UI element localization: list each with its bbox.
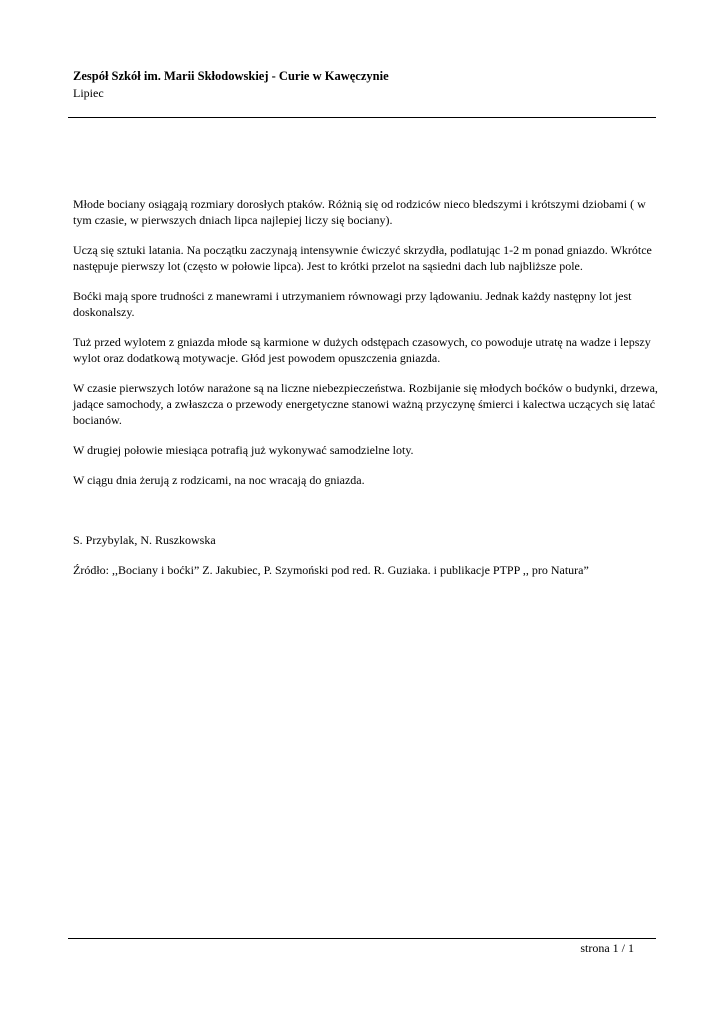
spacer xyxy=(73,502,658,532)
source-citation: Źródło: ,,Bociany i boćki” Z. Jakubiec, P. Szymoński pod red. R. Guziaka. i publikacje PTPP ,, pro Natura” xyxy=(73,563,589,577)
paragraph: Boćki mają spore trudności z manewrami i utrzymaniem równowagi przy lądowaniu. Jednak każdy następny lot jest doskonalszy. xyxy=(73,289,632,319)
school-name: Zespół Szkół im. Marii Skłodowskiej - Curie w Kawęczynie xyxy=(73,69,389,83)
paragraph: Uczą się sztuki latania. Na początku zaczynają intensywnie ćwiczyć skrzydła, podlatując 1-2 m ponad gniazdo. Wkrótce następuje pierwszy lot (często w połowie lipca). Jest to krótki przelot na sąsiedni dach lub najbliższe pole. xyxy=(73,243,652,273)
footer-divider xyxy=(68,938,656,939)
page-number: strona 1 / 1 xyxy=(580,941,634,955)
paragraph: W drugiej połowie miesiąca potrafią już wykonywać samodzielne loty. xyxy=(73,443,414,457)
paragraph: Tuż przed wylotem z gniazda młode są karmione w dużych odstępach czasowych, co powoduje utratę na wadze i lepszy wylot oraz dodatkową motywacje. Głód jest powodem opuszczenia gniazda. xyxy=(73,335,651,365)
paragraph: W czasie pierwszych lotów narażone są na liczne niebezpieczeństwa. Rozbijanie się młodych boćków o budynki, drzewa, jadące samochody, a zwłaszcza o przewody energetyczne stanowi ważną przyczynę śmierci i kalectwa uczących się latać bocianów. xyxy=(73,381,658,427)
authors-line: S. Przybylak, N. Ruszkowska xyxy=(73,533,216,547)
paragraph: Młode bociany osiągają rozmiary dorosłych ptaków. Różnią się od rodziców nieco bledszymi i krótszymi dziobami ( w tym czasie, w pierwszych dniach lipca najlepiej liczy się bociany). xyxy=(73,197,646,227)
document-header xyxy=(73,68,653,101)
header-divider xyxy=(68,117,656,118)
article-body xyxy=(73,196,658,592)
paragraph: W ciągu dnia żerują z rodzicami, na noc wracają do gniazda. xyxy=(73,473,365,487)
month-label: Lipiec xyxy=(73,86,104,100)
